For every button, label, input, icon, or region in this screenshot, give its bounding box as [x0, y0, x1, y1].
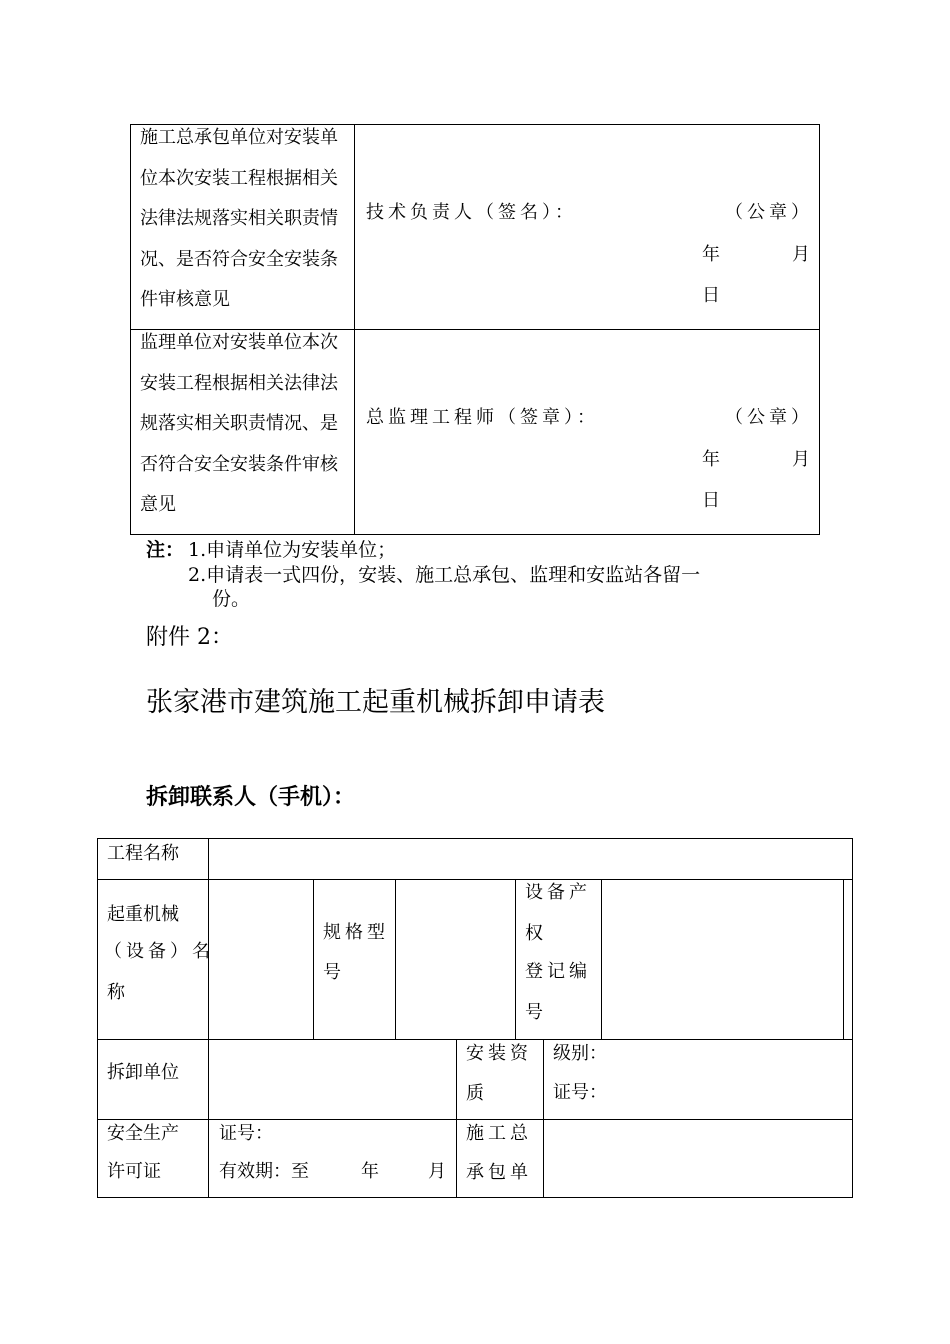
supervisor-day-label: 日 [702, 490, 720, 511]
gc-month-label: 月 [792, 244, 810, 265]
supervisor-year-label: 年 [702, 449, 720, 470]
qualification-cert-no-label: 证号： [553, 1082, 607, 1103]
col-separator [601, 879, 602, 1039]
machine-name-label-line3: 称 [107, 982, 125, 1003]
row-separator [97, 1039, 853, 1040]
spec-model-field[interactable] [397, 881, 514, 1038]
general-contractor-label-line2: 承包单 [466, 1162, 532, 1183]
attachment-label: 附件 2： [146, 625, 233, 650]
install-qualification-label-line2: 质 [466, 1083, 484, 1104]
safety-license-label-line1: 安全生产 [107, 1123, 179, 1144]
note-item-2: 2.申请表一式四份，安装、施工总承包、监理和安监站各留一 [188, 564, 701, 586]
license-validity-month: 月 [428, 1161, 446, 1182]
license-validity-label: 有效期：至 [219, 1161, 309, 1182]
property-reg-label-line3: 登记编 [525, 961, 591, 982]
general-contractor-field[interactable] [545, 1121, 851, 1196]
gc-tech-signature-label: 技术负责人（签名）： [366, 202, 577, 223]
col-separator [515, 879, 516, 1039]
qualification-level-label: 级别： [553, 1043, 607, 1064]
col-separator [208, 838, 209, 1198]
machine-name-field[interactable] [210, 881, 312, 1038]
dismantle-unit-field[interactable] [210, 1041, 455, 1118]
property-reg-label-line1: 设备产 [525, 882, 591, 903]
property-reg-field[interactable] [603, 881, 842, 1038]
machine-name-label-line1: 起重机械 [107, 904, 179, 925]
col-separator [313, 879, 314, 1039]
note-item-2-cont: 份。 [212, 588, 251, 610]
gc-year-label: 年 [702, 244, 720, 265]
dismantle-unit-label: 拆卸单位 [107, 1062, 179, 1083]
col-separator [843, 879, 844, 1039]
spec-model-label-line1: 规格型 [323, 922, 389, 943]
safety-license-label-line2: 许可证 [107, 1161, 161, 1182]
row-separator [97, 879, 853, 880]
machine-name-label-line2: （设备）名 [104, 941, 214, 962]
supervisor-official-seal-label: （公章） [725, 407, 813, 428]
note-item-1: 1.申请单位为安装单位； [188, 539, 397, 561]
license-validity-year: 年 [361, 1161, 379, 1182]
contact-label: 拆卸联系人（手机）： [146, 784, 356, 810]
col-separator [543, 1039, 544, 1198]
project-name-field[interactable] [210, 840, 851, 878]
page-title: 张家港市建筑施工起重机械拆卸申请表 [146, 687, 605, 718]
gc-review-label: 施工总承包单位对安装单位本次安装工程根据相关法律法规落实相关职责情况、是否符合安全安装条件审核意见 [140, 127, 338, 310]
gc-day-label: 日 [702, 285, 720, 306]
col-separator [456, 1039, 457, 1198]
gc-official-seal-label: （公章） [725, 202, 813, 223]
col-separator [395, 879, 396, 1039]
notes-prefix: 注： [146, 539, 185, 561]
license-cert-no-label: 证号： [219, 1123, 273, 1144]
row-separator [97, 1119, 853, 1120]
chief-supervisor-signature-label: 总监理工程师（签章）： [366, 407, 599, 428]
install-qualification-label-line1: 安装资 [466, 1043, 532, 1064]
general-contractor-label-line1: 施工总 [466, 1123, 532, 1144]
supervisor-month-label: 月 [792, 449, 810, 470]
supervisor-review-label: 监理单位对安装单位本次安装工程根据相关法律法规落实相关职责情况、是否符合安全安装条件审核意见 [140, 332, 338, 515]
project-name-label: 工程名称 [107, 843, 179, 864]
property-reg-label-line4: 号 [525, 1002, 543, 1023]
spec-model-label-line2: 号 [323, 962, 341, 983]
property-reg-label-line2: 权 [525, 923, 543, 944]
